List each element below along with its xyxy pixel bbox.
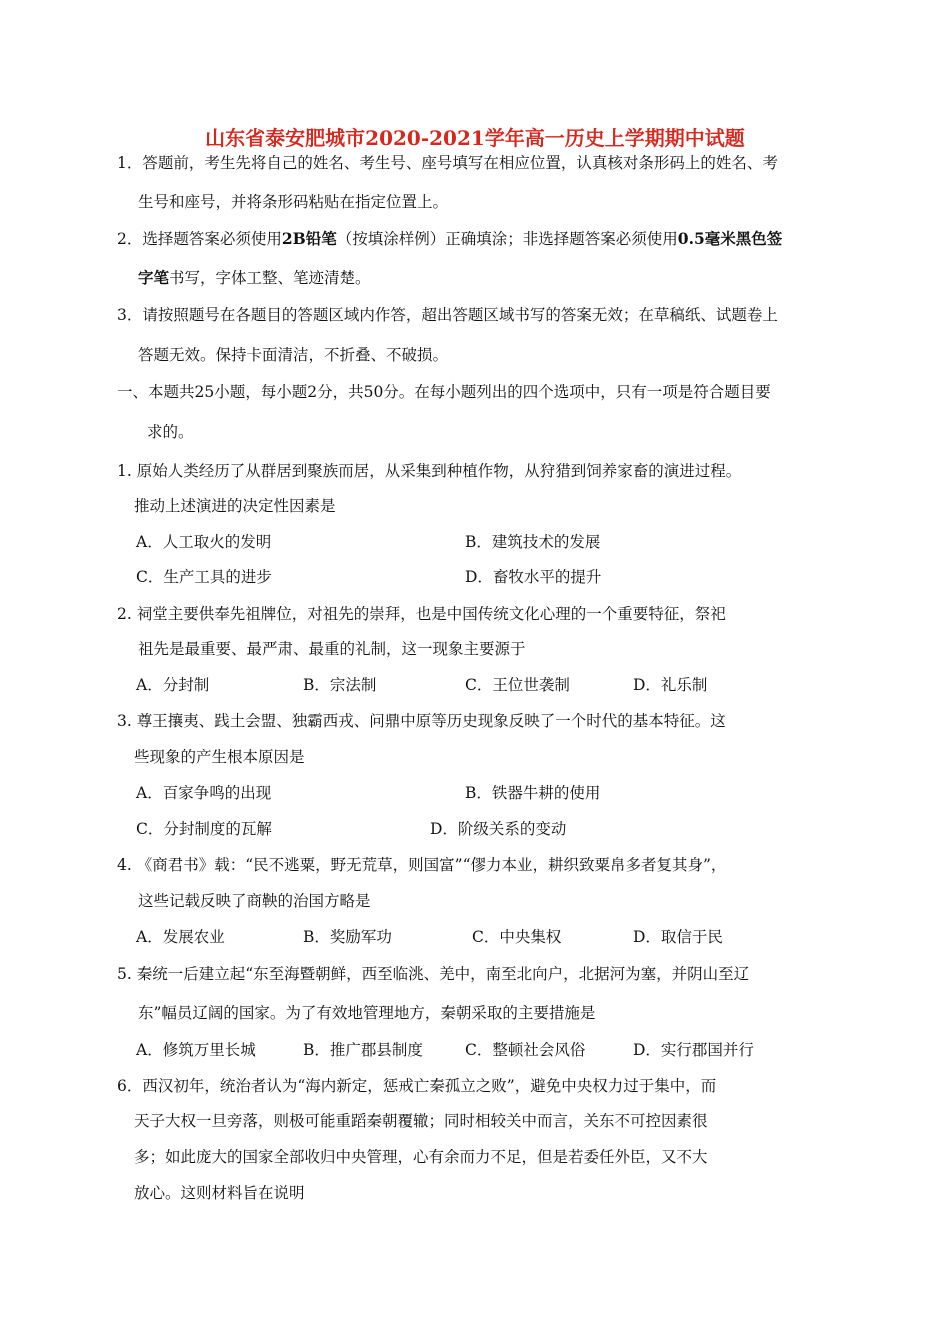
question-3-option-d: D．阶级关系的变动 [430, 820, 567, 838]
section-1-line-2: 求的。 [147, 423, 194, 441]
instruction-2-text-c: 书写，字体工整、笔迹清楚。 [169, 269, 371, 287]
question-5-option-a: A．修筑万里长城 [136, 1041, 256, 1059]
question-1-option-a: A．人工取火的发明 [136, 533, 272, 551]
instruction-3-line-1: 3．请按照题号在各题目的答题区域内作答，超出答题区域书写的答案无效；在草稿纸、试题卷上 [117, 306, 778, 324]
instruction-2-line-2 [138, 268, 371, 288]
instruction-1-line-1: 1．答题前，考生先将自己的姓名、考生号、座号填写在相应位置，认真核对条形码上的姓名、考 [117, 154, 778, 172]
question-4-option-c: C．中央集权 [472, 928, 562, 946]
instruction-3-line-2: 答题无效。保持卡面清洁，不折叠、不破损。 [138, 346, 449, 364]
instruction-2-text-a: 2．选择题答案必须使用 [117, 230, 282, 248]
question-5-stem-1: 5. 秦统一后建立起“东至海暨朝鲜，西至临洮、羌中，南至北向户，北据河为塞，并阴山至辽 [117, 965, 750, 983]
question-4-stem-1: 4. 《商君书》载：“民不逃粟，野无荒草，则国富”“僇力本业，耕织致粟帛多者复其身”， [117, 856, 727, 874]
page-title: 山东省泰安肥城市2020-2021学年高一历史上学期期中试题 [205, 126, 745, 150]
question-1-stem-2: 推动上述演进的决定性因素是 [134, 497, 336, 515]
question-4-option-d: D．取信于民 [633, 928, 723, 946]
question-1-option-b: B．建筑技术的发展 [465, 533, 601, 551]
question-6-stem-2: 天子大权一旦旁落，则极可能重蹈秦朝覆辙；同时相较关中而言，关东不可控因素很 [134, 1112, 708, 1130]
question-4-option-a: A．发展农业 [136, 928, 225, 946]
question-1-option-d: D．畜牧水平的提升 [465, 568, 602, 586]
question-6-stem-1: 6．西汉初年，统治者认为“海内新定，惩戒亡秦孤立之败”，避免中央权力过于集中，而 [117, 1077, 717, 1095]
question-2-option-d: D．礼乐制 [633, 676, 708, 694]
question-4-option-b: B．奖励军功 [303, 928, 392, 946]
question-3-option-c: C．分封制度的瓦解 [136, 820, 272, 838]
question-3-option-b: B．铁器牛耕的使用 [465, 784, 601, 802]
question-5-stem-2: 东”幅员辽阔的国家。为了有效地管理地方，秦朝采取的主要措施是 [138, 1004, 596, 1022]
instruction-1-line-2: 生号和座号，并将条形码粘贴在指定位置上。 [138, 193, 449, 211]
instruction-2-text-b: （按填涂样例）正确填涂；非选择题答案必须使用 [336, 230, 678, 248]
instruction-2-bold-pen-cont: 字笔 [138, 268, 170, 287]
question-3-stem-1: 3. 尊王攘夷、践土会盟、独霸西戎、问鼎中原等历史现象反映了一个时代的基本特征。这 [117, 712, 726, 730]
question-2-option-c: C．王位世袭制 [465, 676, 570, 694]
question-2-stem-1: 2. 祠堂主要供奉先祖牌位，对祖先的崇拜，也是中国传统文化心理的一个重要特征，祭祀 [117, 605, 726, 623]
question-5-option-d: D．实行郡国并行 [633, 1041, 754, 1059]
question-2-option-b: B．宗法制 [303, 676, 377, 694]
instruction-2-line-1 [117, 229, 782, 249]
question-4-stem-2: 这些记载反映了商鞅的治国方略是 [138, 892, 371, 910]
question-6-stem-4: 放心。这则材料旨在说明 [134, 1184, 305, 1202]
instruction-2-bold-pencil: 2B铅笔 [281, 229, 337, 248]
question-5-option-b: B．推广郡县制度 [303, 1041, 423, 1059]
question-3-stem-2: 些现象的产生根本原因是 [134, 748, 305, 766]
question-3-option-a: A．百家争鸣的出现 [136, 784, 272, 802]
question-5-option-c: C．整顿社会风俗 [465, 1041, 586, 1059]
question-1-option-c: C．生产工具的进步 [136, 568, 272, 586]
question-1-stem-1: 1. 原始人类经历了从群居到聚族而居，从采集到种植作物，从狩猎到饲养家畜的演进过程。 [117, 462, 742, 480]
section-1-line-1: 一、本题共25小题，每小题2分，共50分。在每小题列出的四个选项中，只有一项是符合题目要 [117, 383, 771, 401]
instruction-2-bold-pen: 0.5毫米黑色签 [677, 229, 783, 248]
question-2-option-a: A．分封制 [136, 676, 210, 694]
question-2-stem-2: 祖先是最重要、最严肃、最重的礼制，这一现象主要源于 [138, 640, 526, 658]
question-6-stem-3: 多；如此庞大的国家全部收归中央管理，心有余而力不足，但是若委任外臣，又不大 [134, 1148, 708, 1166]
